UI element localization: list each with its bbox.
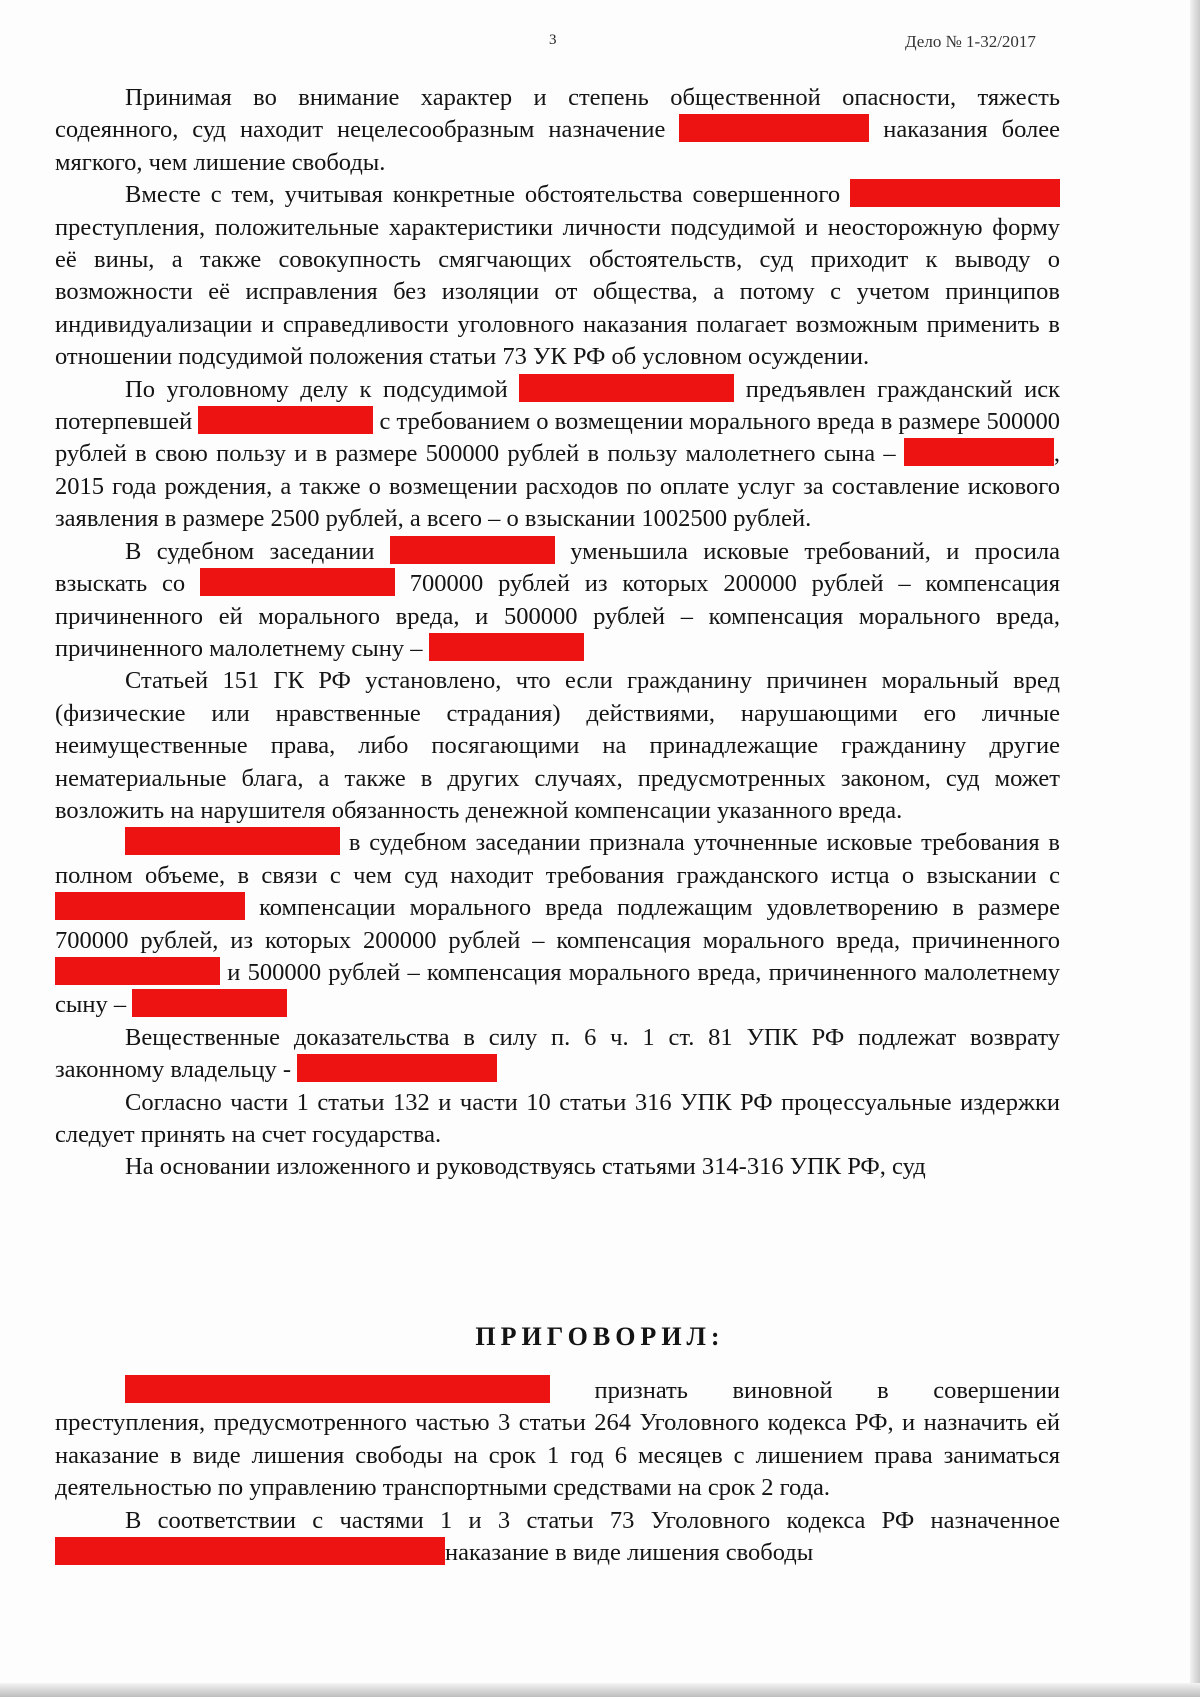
paragraph-9: На основании изложенного и руководствуясь статьями 314-316 УПК РФ, суд <box>125 1153 926 1181</box>
scan-edge-bottom <box>0 1683 1200 1697</box>
redaction-block <box>200 568 395 596</box>
paragraph-7: Вещественные доказательства в силу п. 6 ч. 1 ст. 81 УПК РФ подлежат возврату законному владельцу - <box>55 1023 1060 1084</box>
scan-edge-right <box>1190 0 1200 1697</box>
page-number: 3 <box>549 32 557 48</box>
paragraph-2: Вместе с тем, учитывая конкретные обстоятельства совершенного преступления, положительные характеристики личности подсудимой и неосторожную форму её вины, а также совокупность смягчающих обстоятельств, суд приходит к выводу о возможности её исправления без изоляции от общества, а потому с учетом принципов индивидуализации и справедливости уголовного наказания полагает возможным применить в отношении подсудимой положения статьи 73 УК РФ об условном осуждении. <box>55 181 1060 371</box>
case-number: Дело № 1-32/2017 <box>905 32 1036 51</box>
redaction-block <box>297 1054 497 1082</box>
paragraph-8: Согласно части 1 статьи 132 и части 10 статьи 316 УПК РФ процессуальные издержки следует принять на счет государства. <box>55 1088 1060 1148</box>
redaction-block <box>904 438 1054 466</box>
paragraph-3: По уголовному делу к подсудимой предъявлен гражданский иск потерпевшей с требованием о возмещении морального вреда в размере 500000 рублей в свою пользу и в размере 500000 рублей в пользу малолетнего сына – , 2015 года рождения, а также о возмещении расходов по оплате услуг за составление искового заявления в размере 2500 рублей, а всего – о взыскании 1002500 рублей. <box>55 375 1061 533</box>
redaction-block <box>55 1537 445 1565</box>
redaction-block <box>55 957 220 985</box>
redaction-block <box>125 827 340 855</box>
redaction-block <box>55 892 245 920</box>
verdict-paragraph-2: В соответствии с частями 1 и 3 статьи 73 Уголовного кодекса РФ назначенное наказание в виде лишения свободы <box>55 1505 1060 1570</box>
redaction-block <box>850 179 1060 207</box>
redaction-block <box>390 536 555 564</box>
redaction-block <box>429 633 584 661</box>
verdict-paragraph-1: признать виновной в совершении преступления, предусмотренного частью 3 статьи 264 Уголовного кодекса РФ, и назначить ей наказание в виде лишения свободы на срок 1 год 6 месяцев с лишением права заниматься деятельностью по управлению транспортными средствами на срок 2 года. <box>55 1377 1060 1502</box>
redaction-block <box>125 1375 550 1403</box>
document-body <box>55 82 1060 1184</box>
verdict-heading: ПРИГОВОРИЛ: <box>475 1322 725 1351</box>
redaction-block <box>198 406 373 434</box>
redaction-block <box>519 374 734 402</box>
redaction-block <box>132 989 287 1017</box>
paragraph-6: в судебном заседании признала уточненные исковые требования в полном объеме, в связи с чем суд находит требования гражданского истца о взыскании с компенсации морального вреда подлежащим удовлетворению в размере 700000 рублей, из которых 200000 рублей – компенсация морального вреда, причиненного и 500000 рублей – компенсация морального вреда, причиненного малолетнему сыну – <box>55 829 1060 1019</box>
paragraph-4: В судебном заседании уменьшила исковые требований, и просила взыскать со 700000 рублей из которых 200000 рублей – компенсация причиненного ей морального вреда, и 500000 рублей – компенсация морального вреда, причиненного малолетнему сыну – <box>55 537 1061 662</box>
paragraph-5: Статьей 151 ГК РФ установлено, что если гражданину причинен моральный вред (физические или нравственные страдания) действиями, нарушающими его личные неимущественные права, либо посягающими на принадлежащие гражданину другие нематериальные блага, а также в других случаях, предусмотренных законом, суд может возложить на нарушителя обязанность денежной компенсации указанного вреда. <box>55 667 1060 824</box>
verdict-body <box>55 1375 1060 1569</box>
paragraph-1: Принимая во внимание характер и степень общественной опасности, тяжесть содеянного, суд находит нецелесообразным назначение наказания более мягкого, чем лишение свободы. <box>55 84 1061 176</box>
redaction-block <box>679 114 869 142</box>
